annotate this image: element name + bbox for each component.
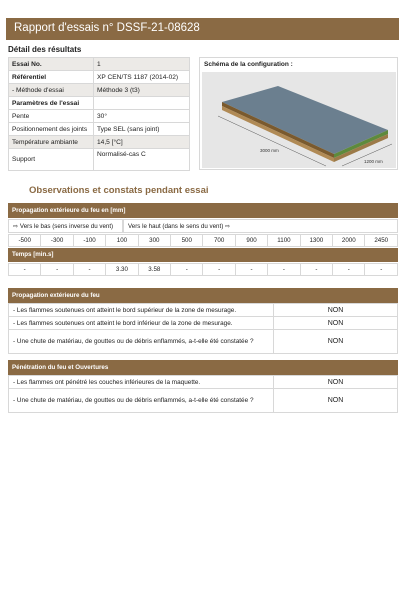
observation-row [9,330,398,354]
propagation-ext-table [8,303,398,354]
distance-cell: 900 [235,235,267,247]
observation-answer: NON [274,317,398,330]
direction-up-label: Vers le haut (dans le sens du vent) ⇨ [123,219,398,233]
observation-text: - Les flammes soutenues ont atteint le bord inférieur de la zone de mesurage. [9,317,274,330]
observation-row [9,304,398,317]
distance-cell: 500 [171,235,203,247]
distance-cell: -100 [73,235,105,247]
parameter-value: Méthode 3 (t3) [94,84,190,97]
configuration-schema [199,57,398,170]
observation-row [9,376,398,389]
time-cell: 3.30 [106,264,138,276]
configuration-diagram [202,72,396,168]
parameter-value: 30° [94,110,190,123]
time-cell: - [268,264,300,276]
observation-text: - Les flammes ont pénétré les couches inférieures de la maquette. [9,376,274,389]
distance-cell: 300 [138,235,170,247]
length-dimension-label: 3000 mm [260,148,279,153]
parameter-label: Paramètres de l'essai [9,97,94,110]
distance-cell: -500 [9,235,41,247]
observation-text: - Une chute de matériau, de gouttes ou de débris enflammés, a-t-elle été constatée ? [9,330,274,354]
observation-text: - Les flammes soutenues ont atteint le bord supérieur de la zone de mesurage. [9,304,274,317]
observation-answer: NON [274,376,398,389]
time-cell: - [235,264,267,276]
parameter-label: Support [9,149,94,171]
time-cell: - [365,264,398,276]
parameter-row [9,71,190,84]
propagation-ext-header: Propagation extérieure du feu [8,288,398,303]
time-cell: - [73,264,105,276]
parameter-value: Type SEL (sans joint) [94,123,190,136]
parameter-label: Positionnement des joints [9,123,94,136]
parameter-value: XP CEN/TS 1187 (2014-02) [94,71,190,84]
parameter-row [9,84,190,97]
penetration-table [8,375,398,413]
distance-cell: 1300 [300,235,332,247]
distance-cell: 2000 [333,235,365,247]
distance-cell: -300 [41,235,73,247]
parameter-value: 1 [94,58,190,71]
results-section-title: Détail des résultats [8,45,82,54]
parameter-label: Pente [9,110,94,123]
report-title-banner [6,18,399,40]
parameter-value: 14,5 [°C] [94,136,190,149]
parameter-row [9,123,190,136]
distance-cell: 700 [203,235,235,247]
observation-text: - Une chute de matériau, de gouttes ou de débris enflammés, a-t-elle été constatée ? [9,389,274,413]
distance-row-table [8,234,398,247]
direction-down-label: ⇨ Vers le bas (sens inverse du vent) [8,219,123,233]
time-cell: - [300,264,332,276]
parameter-row [9,149,190,171]
parameter-row [9,136,190,149]
observation-answer: NON [274,389,398,413]
observation-answer: NON [274,304,398,317]
parameter-value [94,97,190,110]
time-cell: 3.58 [138,264,170,276]
time-row-header: Temps [min.s] [8,248,398,262]
schema-title: Schéma de la configuration : [204,61,293,68]
parameter-label: - Méthode d'essai [9,84,94,97]
time-cell: - [9,264,41,276]
direction-row [8,219,398,233]
report-title: Rapport d'essais n° DSSF-21-08628 [14,22,200,34]
time-cell: - [41,264,73,276]
parameter-value: Normalisé-cas C [94,149,190,171]
propagation-table-header: Propagation extérieure du feu en [mm] [8,203,398,218]
roof-deck-3d-sketch [202,72,396,168]
distance-cell: 100 [106,235,138,247]
parameter-row [9,97,190,110]
observation-answer: NON [274,330,398,354]
distance-cell: 2450 [365,235,398,247]
time-cell: - [171,264,203,276]
time-cell: - [333,264,365,276]
time-cell: - [203,264,235,276]
observation-row [9,317,398,330]
test-parameters-table [8,57,190,171]
parameter-label: Référentiel [9,71,94,84]
observations-title: Observations et constats pendant essai [29,185,209,196]
parameter-row [9,110,190,123]
time-row-table [8,263,398,276]
parameter-label: Température ambiante [9,136,94,149]
distance-cell: 1100 [268,235,300,247]
width-dimension-label: 1200 mm [364,159,383,164]
parameter-label: Essai No. [9,58,94,71]
observation-row [9,389,398,413]
penetration-header: Pénétration du feu et Ouvertures [8,360,398,375]
parameter-row [9,58,190,71]
